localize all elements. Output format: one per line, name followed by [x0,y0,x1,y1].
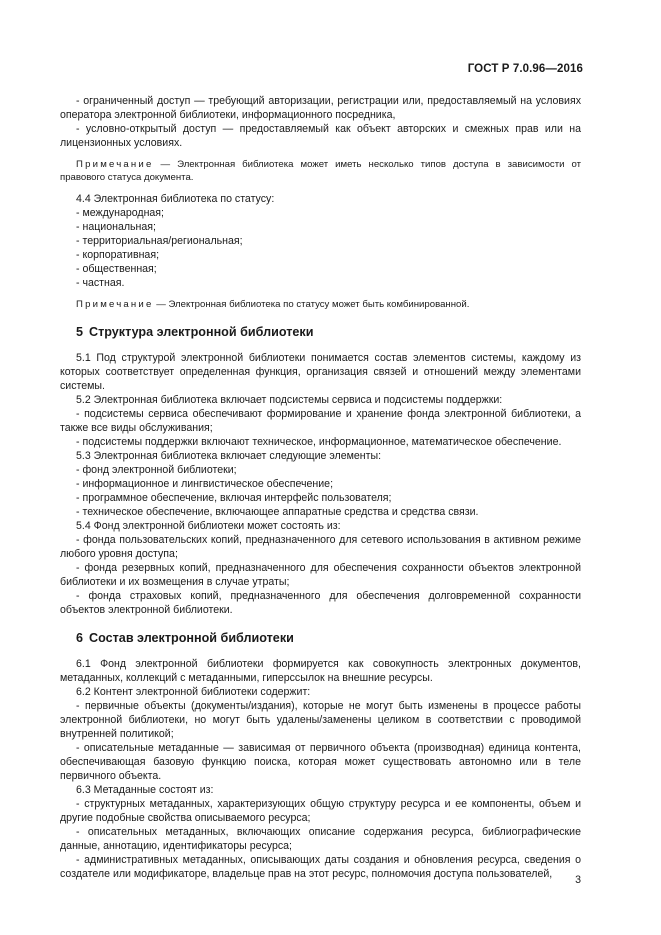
note-label: Примечание [76,299,154,310]
note-label: Примечание [76,159,154,170]
list-item: - первичные объекты (документы/издания), которые не могут быть изменены в процессе работы электронной библиотеки, но могут быть удалены/заменены целиком в соответствии с проводимой внутренней политикой; [60,700,581,740]
paragraph: 5.2 Электронная библиотека включает подсистемы сервиса и подсистемы поддержки: [76,394,503,406]
section-heading [76,325,581,339]
note [60,298,581,311]
list-item: - информационное и лингвистическое обеспечение; [76,478,334,490]
paragraph: 6.3 Метаданные состоят из: [76,784,214,796]
paragraph: 6.1 Фонд электронной библиотеки формируется как совокупность электронных документов, метаданных, коллекций с метаданными, гиперссылок на внешние ресурсы. [60,658,581,684]
list-item: - фонда резервных копий, предназначенного для обеспечения сохранности объектов электронной библиотеки и их возмещения в случае утраты; [60,562,581,588]
list-item: - национальная; [76,221,156,233]
clause-heading: 4.4 Электронная библиотека по статусу: [76,193,275,205]
list-item: - фонд электронной библиотеки; [76,464,237,476]
list-item: - фонда страховых копий, предназначенного для обеспечения долговременной сохранности объектов электронной библиотеки. [60,590,581,616]
list-item: - общественная; [76,263,157,275]
list-item: - описательные метаданные — зависимая от первичного объекта (производная) единица контента, обеспечивающая базовую функцию поиска, которая может существовать автономно или в теле первичного объекта. [60,742,581,782]
section-number: 6 [76,631,84,645]
list-item: - структурных метаданных, характеризующих общую структуру ресурса и ее компоненты, объем и другие подобные свойства описываемого ресурса; [60,798,581,824]
list-item: - фонда пользовательских копий, предназначенного для сетевого использования в активном режиме любого уровня доступа; [60,534,581,560]
list-item: - административных метаданных, описывающих даты создания и обновления ресурса, сведения о создателе или модификаторе, владельце прав на этот ресурс, полномочия доступа пользователей, [60,854,581,880]
list-item: - корпоративная; [76,249,160,261]
section-heading [76,631,581,645]
note-text: — Электронная библиотека по статусу может быть комбинированной. [153,299,470,310]
paragraph: 5.3 Электронная библиотека включает следующие элементы: [76,450,382,462]
list-item: - программное обеспечение, включая интерфейс пользователя; [76,492,392,504]
standard-header: ГОСТ Р 7.0.96—2016 [467,63,583,75]
note [60,158,581,184]
paragraph: 5.4 Фонд электронной библиотеки может состоять из: [76,520,341,532]
list-item: - подсистемы сервиса обеспечивают формирование и хранение фонда электронной библиотеки, а также все виды обслуживания; [60,408,581,434]
paragraph: - условно-открытый доступ — предоставляемый как объект авторских и смежных прав или на лицензионных условиях. [60,123,581,149]
note-text: — Электронная библиотека может иметь несколько типов доступа в зависимости от правового статуса документа. [60,159,581,183]
section-number: 5 [76,325,84,339]
paragraph: 5.1 Под структурой электронной библиотеки понимается состав элементов системы, каждому из которых соответствует определенная функция, организация связей и отношений между элементами системы. [60,352,581,392]
list-item: - подсистемы поддержки включают техническое, информационное, математическое обеспечение. [76,436,562,448]
paragraph: 6.2 Контент электронной библиотеки содержит: [76,686,311,698]
list-item: - частная. [76,277,125,289]
list-item: - международная; [76,207,164,219]
list-item: - описательных метаданных, включающих описание содержания ресурса, библиографические данные, аннотацию, идентификаторы ресурса; [60,826,581,852]
page-number: 3 [575,874,581,886]
section-title: Структура электронной библиотеки [89,325,314,339]
section-title: Состав электронной библиотеки [89,631,294,645]
paragraph: - ограниченный доступ — требующий авторизации, регистрации или, предоставляемый на условиях оператора электронной библиотеки, информационного посредника, [60,95,581,121]
list-item: - техническое обеспечение, включающее аппаратные средства и средства связи. [76,506,479,518]
list-item: - территориальная/региональная; [76,235,243,247]
page-content [60,94,581,881]
